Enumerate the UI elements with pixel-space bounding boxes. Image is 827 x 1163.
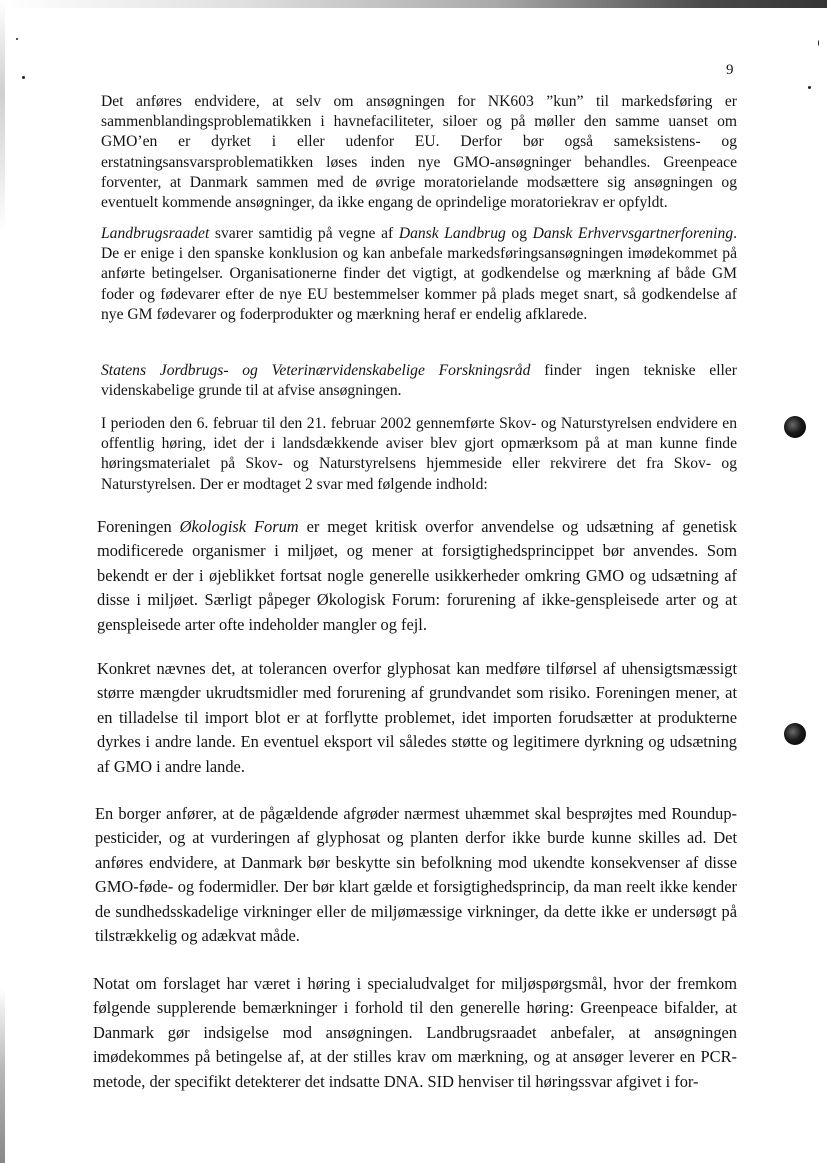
org-name: Økologisk Forum (179, 517, 299, 536)
scan-speck (22, 76, 25, 79)
org-name: Dansk Landbrug (398, 225, 506, 242)
paragraph-borger: En borger anfører, at de pågældende afgrøder nærmest uhæmmet skal besprøjtes med Roundup-pesticider, og at vurderingen af glyphosat og planten derfor ikke burde kunne skilles ad. Det anføres endvidere, at Danmark bør beskytte sin befolkning mod ukendte konsekvenser af disse GMO-føde- og fodermidler. Der bør klart gælde et forsigtighedsprincip, da man reelt ikke kender de sundhedsskadelige virkninger eller de miljømæssige virkninger, da dette ikke er undersøgt på tilstrækkelig og adækvat måde. (95, 804, 737, 946)
paragraph-greenpeace: Det anføres endvidere, at selv om ansøgningen for NK603 ”kun” til markedsføring er sammenblandingsproblematikken i havnefaciliteter, siloer og på møller den samme uanset om GMO’en er dyrket i eller udenfor EU. Derfor bør også sameksistens- og erstatningsansvarsproblematikken løses inden nye GMO-ansøgninger behandles. Greenpeace forventer, at Danmark sammen med de øvrige moratorielande modsættere sig ansøgningen og eventuelt kommende ansøgninger, da ikke engang de oprindelige moratoriekrav er opfyldt. (101, 93, 737, 212)
org-name: Landbrugsraadet (101, 225, 210, 242)
scan-speck (16, 38, 18, 40)
paragraph-landbrugsraadet: Landbrugsraadet svarer samtidig på vegne af Dansk Landbrug og Dansk Erhvervsgartnerforening. De er enige i den spanske konklusion og kan anbefale markedsføringsansøgningen imødekommet på anførte betingelser. Organisationerne finder det vigtigt, at godkendelse og mærkning af både GM foder og fødevarer efter de nye EU bestemmelser kommer på plads meget snart, så godkendelse af nye GM fødevarer og foderprodukter og mærkning heraf er endelig afklarede. (101, 225, 738, 323)
scan-edge-top (0, 0, 827, 8)
paragraph-forskningsraad: Statens Jordbrugs- og Veterinærvidenskabelige Forskningsråd finder ingen tekniske eller videnskabelige grunde til at afvise ansøgningen. (101, 362, 738, 400)
scan-speck (808, 86, 811, 89)
paragraph-notat: Notat om forslaget har været i høring i specialudvalget for miljøspørgsmål, hvor der fremkom følgende supplerende bemærkninger i forhold til den generelle høring: Greenpeace bifalder, at Danmark gør indsigelse mod ansøgningen. Landbrugsraadet anbefaler, at ansøgningen imødekommes på betingelse af, at der stilles krav om mærkning, og at ansøger leverer en PCR-metode, der specifikt detekterer det indsatte DNA. SID henviser til høringssvar afgivet i for- (93, 974, 737, 1091)
scan-speck (818, 40, 819, 46)
scan-edge-left (0, 0, 5, 1163)
paragraph-oekologisk-forum: Foreningen Økologisk Forum er meget kritisk overfor anvendelse og udsætning af genetisk modificerede organismer i miljøet, og mener at forsigtighedsprincippet bør anvendes. Som bekendt er der i øjeblikket fortsat nogle generelle usikkerheder omkring GMO og udsætning af disse i miljøet. Særligt påpeger Økologisk Forum: forurening af ikke-genspleisede arter og at genspleisede arter ofte indeholder mangler og fejl. (97, 517, 737, 634)
org-name: Dansk Erhvervsgartnerforening (532, 225, 734, 242)
margin-punch-mark (784, 416, 806, 438)
margin-punch-mark (784, 723, 806, 745)
paragraph-konkret: Konkret nævnes det, at tolerancen overfor glyphosat kan medføre tilførsel af uhensigtsmæssigt større mængder ukrudtsmidler med forurening af grundvandet som risiko. Foreningen mener, at en tilladelse til import blot er at forflytte problemet, idet importen forudsætter at produkterne dyrkes i andre lande. En eventuel eksport vil således støtte og legitimere dyrkning og udsætning af GMO i andre lande. (97, 659, 737, 776)
page-number: 9 (726, 62, 734, 78)
org-name: Statens Jordbrugs- og Veterinærvidenskabelige Forskningsråd (101, 362, 531, 379)
paragraph-offentlig-hoering: I perioden den 6. februar til den 21. februar 2002 gennemførte Skov- og Naturstyrelsen endvidere en offentlig høring, idet der i landsdækkende aviser blev gjort opmærksom på at man kunne finde høringsmaterialet på Skov- og Naturstyrelsens hjemmeside eller rekvirere det fra Skov- og Naturstyrelsen. Der er modtaget 2 svar med følgende indhold: (101, 415, 737, 493)
